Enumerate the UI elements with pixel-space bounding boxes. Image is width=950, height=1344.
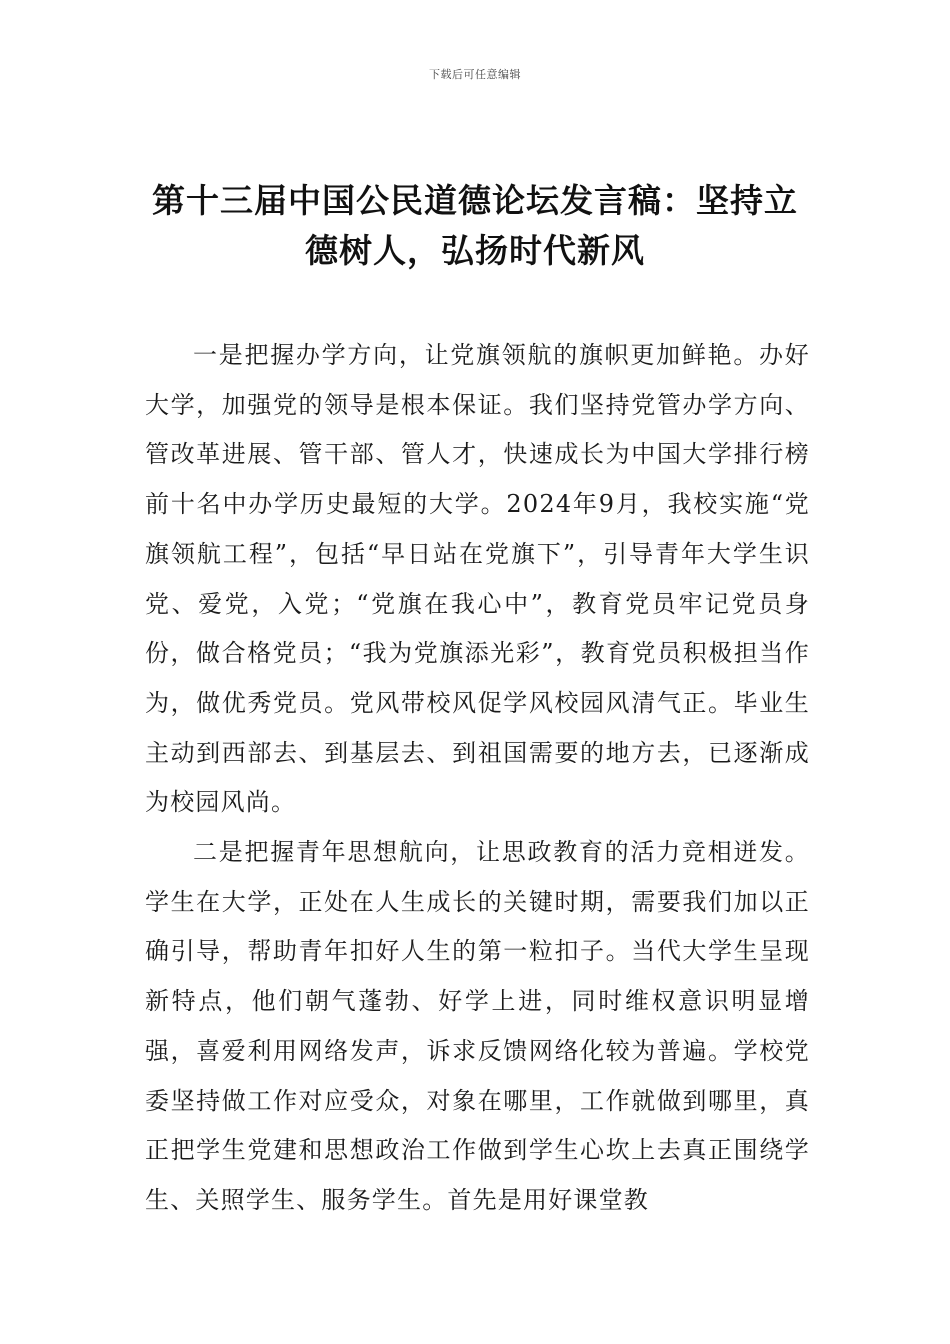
paragraph-2: 二是把握青年思想航向，让思政教育的活力竞相迸发。学生在大学，正处在人生成长的关键时期，需要我们加以正确引导，帮助青年扣好人生的第一粒扣子。当代大学生呈现新特点，他们朝气蓬勃、好学上进，同时维权意识明显增强，喜爱利用网络发声，诉求反馈网络化较为普遍。学校党委坚持做工作对应受众，对象在哪里，工作就做到哪里，真正把学生党建和思想政治工作做到学生心坎上去真正围绕学生、关照学生、服务学生。首先是用好课堂教 bbox=[145, 838, 810, 1214]
document-body bbox=[145, 331, 810, 1226]
page-header-note: 下载后可任意编辑 bbox=[429, 68, 521, 81]
paragraph-1: 一是把握办学方向，让党旗领航的旗帜更加鲜艳。办好大学，加强党的领导是根本保证。我们坚持党管办学方向、管改革进展、管干部、管人才，快速成长为中国大学排行榜前十名中办学历史最短的大学。2024年9月，我校实施“党旗领航工程”，包括“早日站在党旗下”，引导青年大学生识党、爱党，入党；“党旗在我心中”，教育党员牢记党员身份，做合格党员；“我为党旗添光彩”，教育党员积极担当作为，做优秀党员。党风带校风促学风校园风清气正。毕业生主动到西部去、到基层去、到祖国需要的地方去，已逐渐成为校园风尚。 bbox=[145, 341, 810, 817]
document-title: 第十三届中国公民道德论坛发言稿：坚持立德树人，弘扬时代新风 bbox=[152, 181, 798, 270]
